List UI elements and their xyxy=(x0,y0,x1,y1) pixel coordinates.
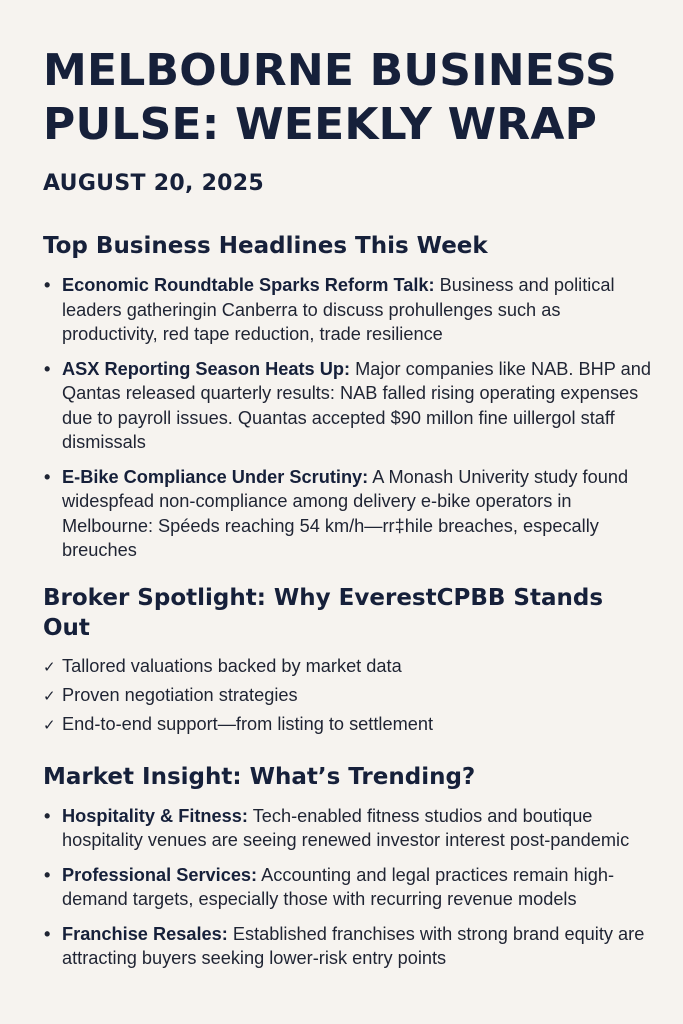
bullet-icon: • xyxy=(44,864,51,885)
headline-text: Major companies like NAB. BHP and Qantas released quarterly results: NAB falled rising operating expenses due to payroll issues. Quantas accepted $90 millon fine uillergol staff dismissals xyxy=(62,358,651,452)
market-text: Accounting and legal practices remain high-demand targets, especially those with recurring revenue models xyxy=(62,864,615,909)
headline-text: Business and political leaders gatheringin Canberra to discuss prohullenges such as productivity, red tape reduction, trade resilience xyxy=(62,275,615,344)
list-item xyxy=(43,652,653,681)
broker-point: Tallored valuations backed by market data xyxy=(62,655,402,676)
headlines-list xyxy=(43,273,653,563)
market-text: Tech-enabled fitness studios and boutique hospitality venues are seeing renewed investor interest post-pandemic xyxy=(62,805,630,850)
headlines-section-title: Top Business Headlines This Week xyxy=(43,233,488,259)
list-item xyxy=(43,804,653,853)
checkmark-icon: ✓ xyxy=(43,657,56,676)
market-label: Hospitality & Fitness: xyxy=(62,805,248,826)
headline-label: ASX Reporting Season Heats Up: xyxy=(62,358,351,379)
bullet-icon: • xyxy=(44,805,51,826)
broker-checklist xyxy=(43,652,653,739)
list-item xyxy=(43,922,653,971)
market-label: Professional Services: xyxy=(62,864,258,885)
market-label: Franchise Resales: xyxy=(62,923,228,944)
list-item xyxy=(43,863,653,912)
bullet-icon: • xyxy=(44,358,51,379)
broker-point: Proven negotiation strategies xyxy=(62,684,298,705)
bullet-icon: • xyxy=(44,923,51,944)
issue-date: AUGUST 20, 2025 xyxy=(43,171,265,196)
bullet-icon: • xyxy=(44,466,51,487)
page-title: MELBOURNE BUSINESS PULSE: WEEKLY WRAP xyxy=(43,45,617,150)
list-item xyxy=(43,681,653,710)
market-section-title: Market Insight: What’s Trending? xyxy=(43,763,476,790)
market-list xyxy=(43,804,653,971)
headline-label: Economic Roundtable Sparks Reform Talk: xyxy=(62,275,435,295)
broker-section-title: Broker Spotlight: Why EverestCPBB Stands Out xyxy=(43,584,604,641)
market-text: Established franchises with strong brand equity are attracting buyers seeking lower-risk entry points xyxy=(62,923,645,968)
checkmark-icon: ✓ xyxy=(43,686,56,705)
list-item xyxy=(43,273,653,347)
list-item xyxy=(43,710,653,739)
list-item xyxy=(43,465,653,563)
bullet-icon: • xyxy=(44,275,51,295)
list-item xyxy=(43,357,653,455)
headline-label: E-Bike Compliance Under Scrutiny: xyxy=(62,466,369,487)
checkmark-icon: ✓ xyxy=(43,715,56,734)
headline-text: A Monash Univerity study found widespfead non-compliance among delivery e-bike operators in Melbourne: Spéeds reaching 54 km/h—rr‡hile breaches, especally breuches xyxy=(62,466,629,560)
broker-point: End-to-end support—from listing to settlement xyxy=(62,713,433,734)
